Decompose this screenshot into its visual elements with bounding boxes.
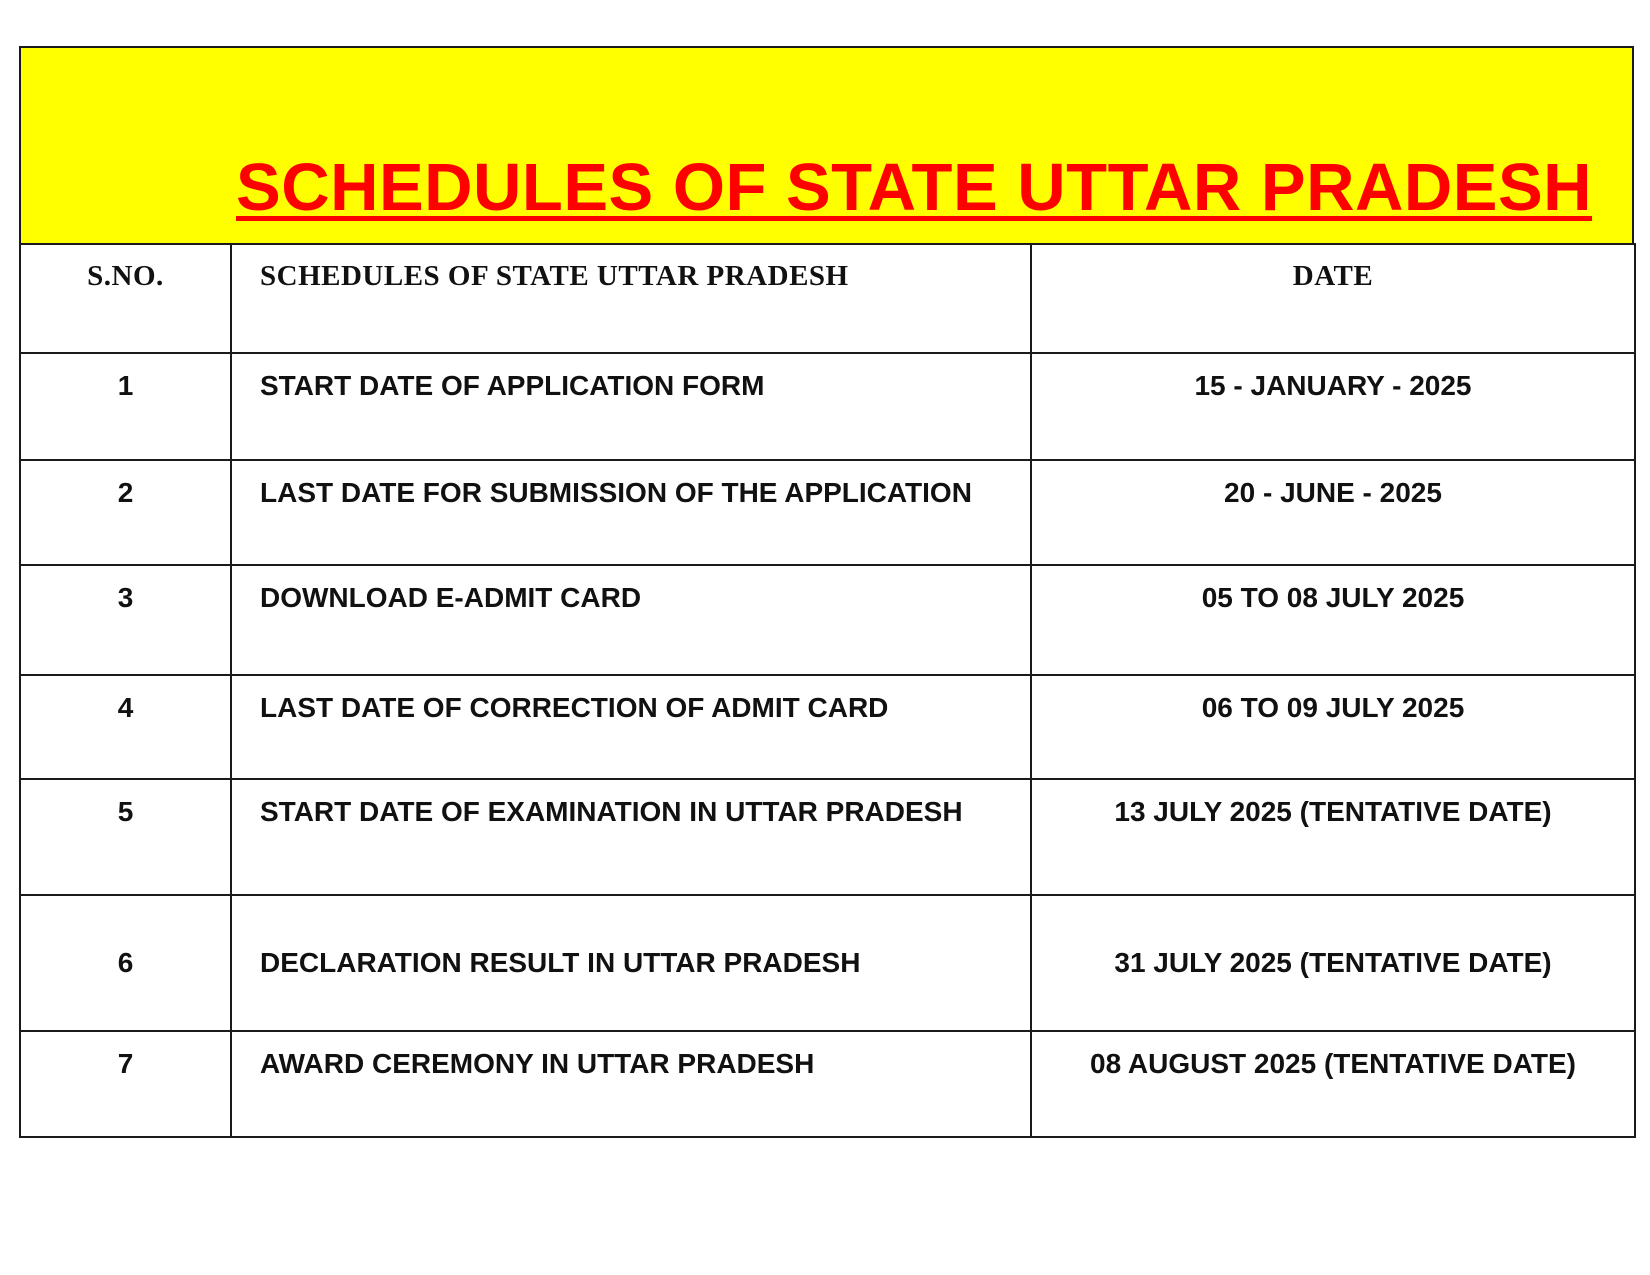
table-row — [20, 779, 1635, 895]
table-row — [20, 675, 1635, 779]
row-sno: 2 — [20, 460, 231, 565]
table-row — [20, 1031, 1635, 1137]
row-event: START DATE OF APPLICATION FORM — [231, 353, 1031, 460]
row-date: 13 JULY 2025 (TENTATIVE DATE) — [1031, 779, 1635, 895]
table-row — [20, 895, 1635, 1031]
column-header-sno: S.NO. — [20, 244, 231, 353]
row-sno: 4 — [20, 675, 231, 779]
row-date: 15 - JANUARY - 2025 — [1031, 353, 1635, 460]
table-row — [20, 460, 1635, 565]
row-event: AWARD CEREMONY IN UTTAR PRADESH — [231, 1031, 1031, 1137]
row-event: START DATE OF EXAMINATION IN UTTAR PRADESH — [231, 779, 1031, 895]
row-sno: 7 — [20, 1031, 231, 1137]
table-row — [20, 565, 1635, 675]
schedule-sheet — [19, 46, 1634, 1138]
row-event: LAST DATE OF CORRECTION OF ADMIT CARD — [231, 675, 1031, 779]
row-date: 31 JULY 2025 (TENTATIVE DATE) — [1031, 895, 1635, 1031]
row-sno: 5 — [20, 779, 231, 895]
row-date: 08 AUGUST 2025 (TENTATIVE DATE) — [1031, 1031, 1635, 1137]
table-header-row — [20, 244, 1635, 353]
row-date: 20 - JUNE - 2025 — [1031, 460, 1635, 565]
row-sno: 6 — [20, 895, 231, 1031]
schedule-table — [19, 243, 1636, 1138]
table-row — [20, 353, 1635, 460]
row-sno: 1 — [20, 353, 231, 460]
title-banner — [19, 46, 1634, 243]
row-event: DOWNLOAD E-ADMIT CARD — [231, 565, 1031, 675]
row-event: DECLARATION RESULT IN UTTAR PRADESH — [231, 895, 1031, 1031]
row-date: 05 TO 08 JULY 2025 — [1031, 565, 1635, 675]
page-title: SCHEDULES OF STATE UTTAR PRADESH — [236, 150, 1593, 225]
row-date: 06 TO 09 JULY 2025 — [1031, 675, 1635, 779]
column-header-schedule: SCHEDULES OF STATE UTTAR PRADESH — [231, 244, 1031, 353]
column-header-date: DATE — [1031, 244, 1635, 353]
row-sno: 3 — [20, 565, 231, 675]
row-event: LAST DATE FOR SUBMISSION OF THE APPLICATION — [231, 460, 1031, 565]
